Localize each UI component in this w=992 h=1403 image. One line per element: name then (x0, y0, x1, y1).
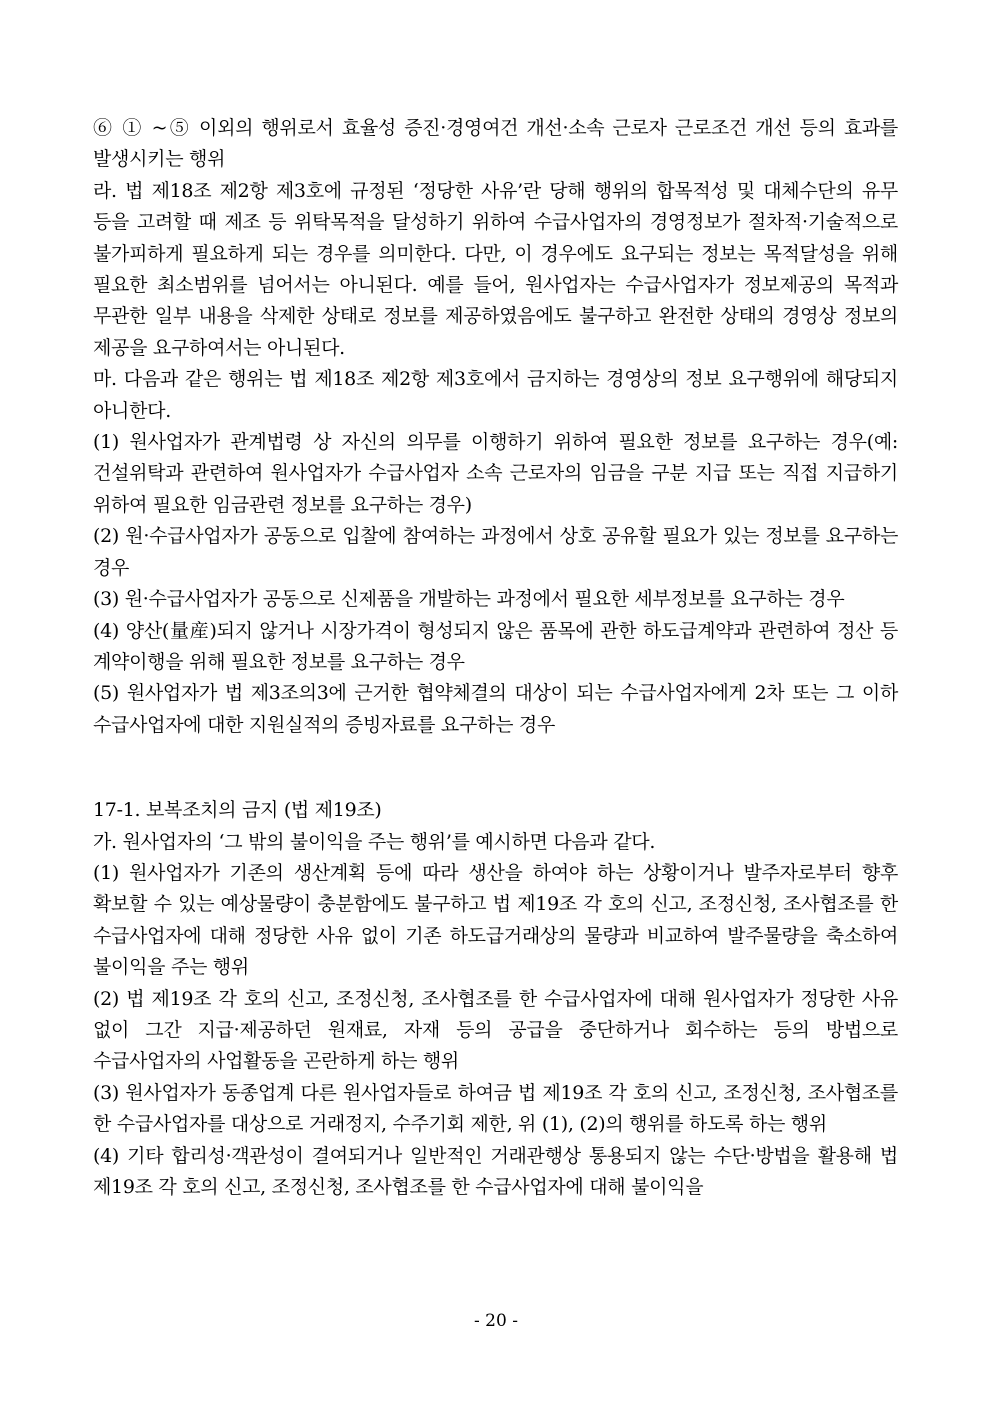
clause-ma: 마. 다음과 같은 행위는 법 제18조 제2항 제3호에서 금지하는 경영상의 정보 요구행위에 해당되지 아니한다. (93, 368, 898, 422)
clause-ga-4: (4) 기타 합리성·객관성이 결여되거나 일반적인 거래관행상 통용되지 않는 수단·방법을 활용해 법 제19조 각 호의 신고, 조정신청, 조사협조를 한 수급사업자에 대해 불이익을 (93, 1144, 898, 1198)
clause-ma-1: (1) 원사업자가 관계법령 상 자신의 의무를 이행하기 위하여 필요한 정보를 요구하는 경우(예: 건설위탁과 관련하여 원사업자가 수급사업자 소속 근로자의 임금을 구분 지급 또는 직접 지급하기 위하여 필요한 임금관련 정보를 요구하는 경우) (93, 431, 898, 516)
clause-ra: 라. 법 제18조 제2항 제3호에 규정된 ‘정당한 사유’란 당해 행위의 합목적성 및 대체수단의 유무 등을 고려할 때 제조 등 위탁목적을 달성하기 위하여 수급사업자의 경영정보가 절차적·기술적으로 불가피하게 필요하게 되는 경우를 의미한다. 다만, 이 경우에도 요구되는 정보는 목적달성을 위해 필요한 최소범위를 넘어서는 아니된다. 예를 들어, 원사업자는 수급사업자가 정보제공의 목적과 무관한 일부 내용을 삭제한 상태로 정보를 제공하였음에도 불구하고 완전한 상태의 경영상 정보의 제공을 요구하여서는 아니된다. (93, 179, 898, 359)
clause-ma-5: (5) 원사업자가 법 제3조의3에 근거한 협약체결의 대상이 되는 수급사업자에게 2차 또는 그 이하 수급사업자에 대한 지원실적의 증빙자료를 요구하는 경우 (93, 682, 898, 736)
clause-ma-2: (2) 원·수급사업자가 공동으로 입찰에 참여하는 과정에서 상호 공유할 필요가 있는 정보를 요구하는 경우 (93, 525, 898, 579)
clause-ga-2: (2) 법 제19조 각 호의 신고, 조정신청, 조사협조를 한 수급사업자에 대해 원사업자가 정당한 사유 없이 그간 지급·제공하던 원재료, 자재 등의 공급을 중단하거나 회수하는 등의 방법으로 수급사업자의 사업활동을 곤란하게 하는 행위 (93, 987, 898, 1073)
page-number: - 20 - (474, 1311, 518, 1331)
clause-ga-1: (1) 원사업자가 기존의 생산계획 등에 따라 생산을 하여야 하는 상황이거나 발주자로부터 향후 확보할 수 있는 예상물량이 충분함에도 불구하고 법 제19조 각 호의 신고, 조정신청, 조사협조를 한 수급사업자에 대해 정당한 사유 없이 기존 하도급거래상의 물량과 비교하여 발주물량을 축소하여 불이익을 주는 행위 (93, 861, 898, 979)
clause-6: ⑥ ① ~⑤ 이외의 행위로서 효율성 증진·경영여건 개선·소속 근로자 근로조건 개선 등의 효과를 발생시키는 행위 (93, 117, 898, 171)
clause-ma-4: (4) 양산(量産)되지 않거나 시장가격이 형성되지 않은 품목에 관한 하도급계약과 관련하여 정산 등 계약이행을 위해 필요한 정보를 요구하는 경우 (93, 619, 898, 673)
clause-ga: 가. 원사업자의 ‘그 밖의 불이익을 주는 행위’를 예시하면 다음과 같다. (93, 830, 656, 853)
clause-ma-3: (3) 원·수급사업자가 공동으로 신제품을 개발하는 과정에서 필요한 세부정보를 요구하는 경우 (93, 588, 845, 611)
section-title: 17-1. 보복조치의 금지 (법 제19조) (93, 799, 382, 822)
document-body (93, 113, 898, 1203)
clause-ga-3: (3) 원사업자가 동종업계 다른 원사업자들로 하여금 법 제19조 각 호의 신고, 조정신청, 조사협조를 한 수급사업자를 대상으로 거래정지, 수주기회 제한, 위 (1), (2)의 행위를 하도록 하는 행위 (93, 1081, 898, 1136)
